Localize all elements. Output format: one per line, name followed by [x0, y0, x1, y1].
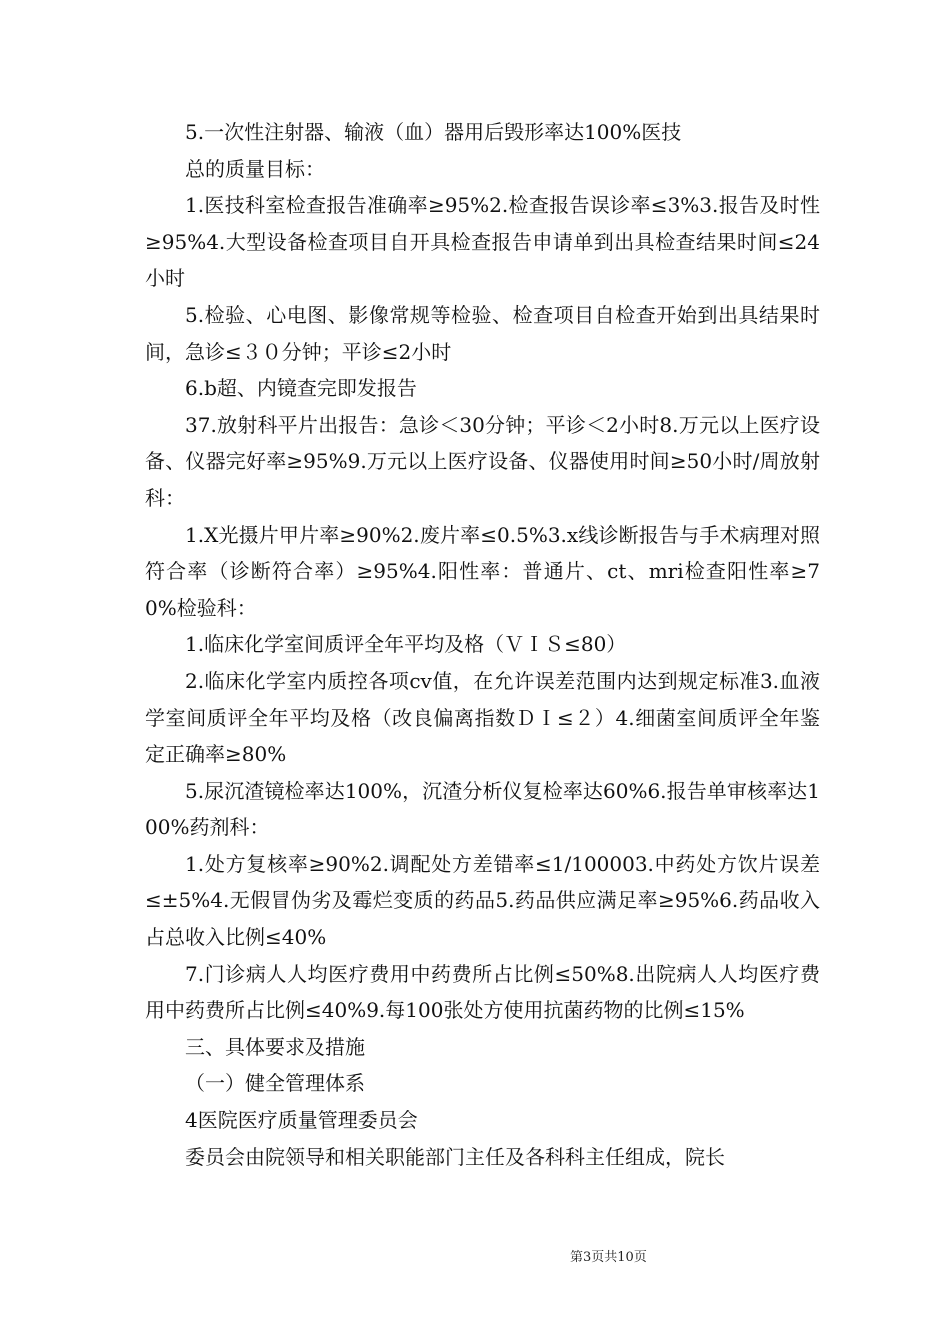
subsection-heading: （一）健全管理体系 — [185, 1071, 365, 1096]
section-heading: 三、具体要求及措施 — [185, 1034, 365, 1059]
document-body — [145, 114, 820, 1175]
paragraph: 5.检验、心电图、影像常规等检验、检查项目自检查开始到出具结果时间，急诊≤３０分钟；平诊≤2小时 — [145, 302, 820, 364]
paragraph: 6.b超、内镜查完即发报告 — [185, 376, 417, 401]
paragraph: 2.临床化学室内质控各项cv值，在允许误差范围内达到规定标准3.血液学室间质评全年平均及格（改良偏离指数ＤＩ≤２）4.细菌室间质评全年鉴定正确率≥80% — [145, 668, 820, 767]
paragraph: 4医院医疗质量管理委员会 — [185, 1108, 418, 1133]
paragraph: 5.一次性注射器、输液（血）器用后毁形率达100%医技 — [185, 120, 682, 144]
paragraph: 1.处方复核率≥90%2.调配处方差错率≤1/100003.中药处方饮片误差≤±5%4.无假冒伪劣及霉烂变质的药品5.药品供应满足率≥95%6.药品收入占总收入比例≤40% — [145, 851, 820, 950]
paragraph: 1.医技科室检查报告准确率≥95%2.检查报告误诊率≤3%3.报告及时性≥95%4.大型设备检查项目自开具检查报告申请单到出具检查结果时间≤24小时 — [145, 193, 820, 291]
page-number-footer: 第3页共10页 — [570, 1250, 647, 1265]
paragraph: 1.X光摄片甲片率≥90%2.废片率≤0.5%3.x线诊断报告与手术病理对照符合率（诊断符合率）≥95%4.阳性率：普通片、ct、mri检查阳性率≥70%检验科： — [145, 522, 820, 620]
paragraph: 5.尿沉渣镜检率达100%，沉渣分析仪复检率达60%6.报告单审核率达100%药剂科： — [145, 778, 820, 840]
paragraph: 7.门诊病人人均医疗费用中药费所占比例≤50%8.出院病人人均医疗费用中药费所占比例≤40%9.每100张处方使用抗菌药物的比例≤15% — [145, 961, 820, 1023]
paragraph: 37.放射科平片出报告：急诊＜30分钟；平诊＜2小时8.万元以上医疗设备、仪器完好率≥95%9.万元以上医疗设备、仪器使用时间≥50小时/周放射科： — [145, 412, 820, 510]
paragraph: 1.临床化学室间质评全年平均及格（ＶＩＳ≤80） — [185, 632, 627, 657]
paragraph: 委员会由院领导和相关职能部门主任及各科科主任组成，院长 — [185, 1144, 725, 1169]
paragraph: 总的质量目标： — [185, 156, 325, 181]
